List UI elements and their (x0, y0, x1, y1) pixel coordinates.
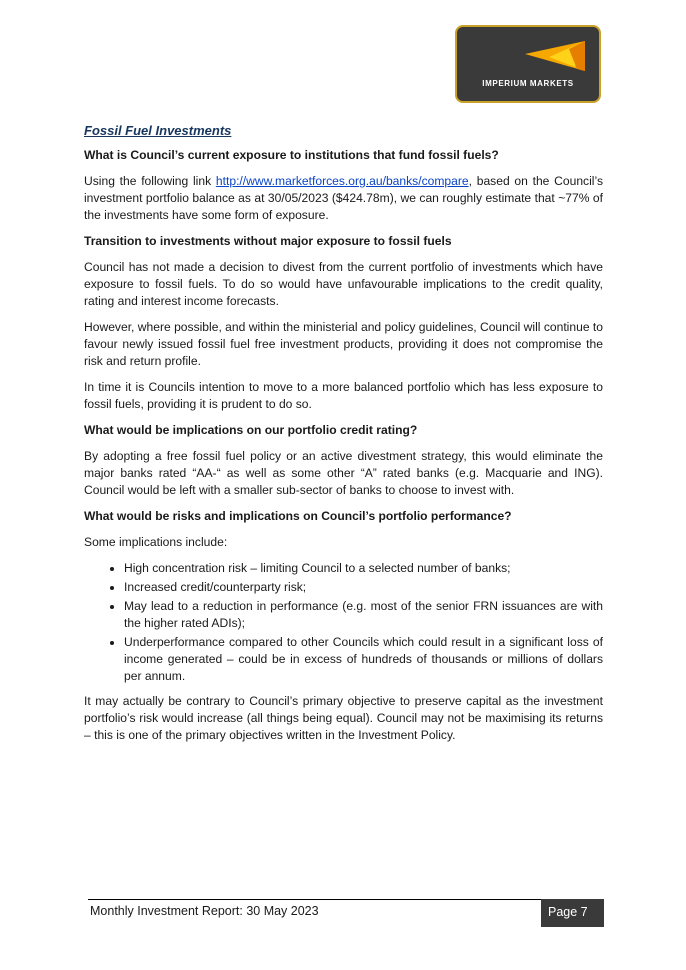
list-item: • Increased credit/counterparty risk; (124, 579, 603, 596)
list-item: • May lead to a reduction in performance (e.g. most of the senior FRN issuances are with the higher rated ADIs); (124, 598, 603, 632)
page-number: Page 7 (541, 899, 604, 927)
implications-list (84, 560, 603, 685)
transition-paragraph-3: In time it is Councils intention to move to a more balanced portfolio which has less exposure to fossil fuels, providing it is prudent to do so. (84, 380, 603, 411)
list-item: • High concentration risk – limiting Council to a selected number of banks; (124, 560, 603, 577)
logo-text: IMPERIUM MARKETS (482, 79, 574, 88)
risks-heading: What would be risks and implications on Council’s portfolio performance? (84, 509, 512, 523)
footer-divider (88, 899, 604, 900)
exposure-text-after: , based on the Council’s investment portfolio balance as at 30/05/2023 ($424.78m), we can roughly estimate that ~77% of the investments have some form of exposure. (84, 174, 603, 222)
credit-rating-heading: What would be implications on our portfolio credit rating? (84, 423, 418, 437)
footer-report-title: Monthly Investment Report: 30 May 2023 (90, 904, 319, 918)
risks-intro: Some implications include: (84, 535, 228, 549)
exposure-heading: What is Council’s current exposure to institutions that fund fossil fuels? (84, 148, 499, 162)
logo-arrow-icon (457, 27, 599, 101)
transition-heading: Transition to investments without major exposure to fossil fuels (84, 234, 452, 248)
exposure-paragraph (84, 173, 603, 224)
section-title: Fossil Fuel Investments (84, 123, 232, 138)
list-item: • Underperformance compared to other Councils which could result in a significant loss of income generated – could be in excess of hundreds of thousands or millions of dollars per annum. (124, 634, 603, 685)
imperium-markets-logo (455, 25, 601, 103)
credit-rating-paragraph: By adopting a free fossil fuel policy or an active divestment strategy, this would eliminate the major banks rated “AA-“ as well as some other “A” rated banks (e.g. Macquarie and ING). Council would be left with a smaller sub-sector of banks to choose to invest with. (84, 449, 603, 497)
marketforces-link[interactable]: http://www.marketforces.org.au/banks/compare (215, 174, 469, 188)
document-body (84, 122, 603, 753)
transition-paragraph-2: However, where possible, and within the ministerial and policy guidelines, Council will continue to favour newly issued fossil fuel free investment products, providing it does not compromise the risk and return profile. (84, 320, 603, 368)
exposure-text-before: Using the following link (84, 174, 216, 188)
closing-paragraph: It may actually be contrary to Council’s primary objective to preserve capital as the investment portfolio’s risk would increase (all things being equal). Council may not be maximising its returns – this is one of the primary objectives written in the Investment Policy. (84, 694, 603, 742)
transition-paragraph-1: Council has not made a decision to divest from the current portfolio of investments which have exposure to fossil fuels. To do so would have unfavourable implications to the credit quality, rating and interest income forecasts. (84, 260, 603, 308)
